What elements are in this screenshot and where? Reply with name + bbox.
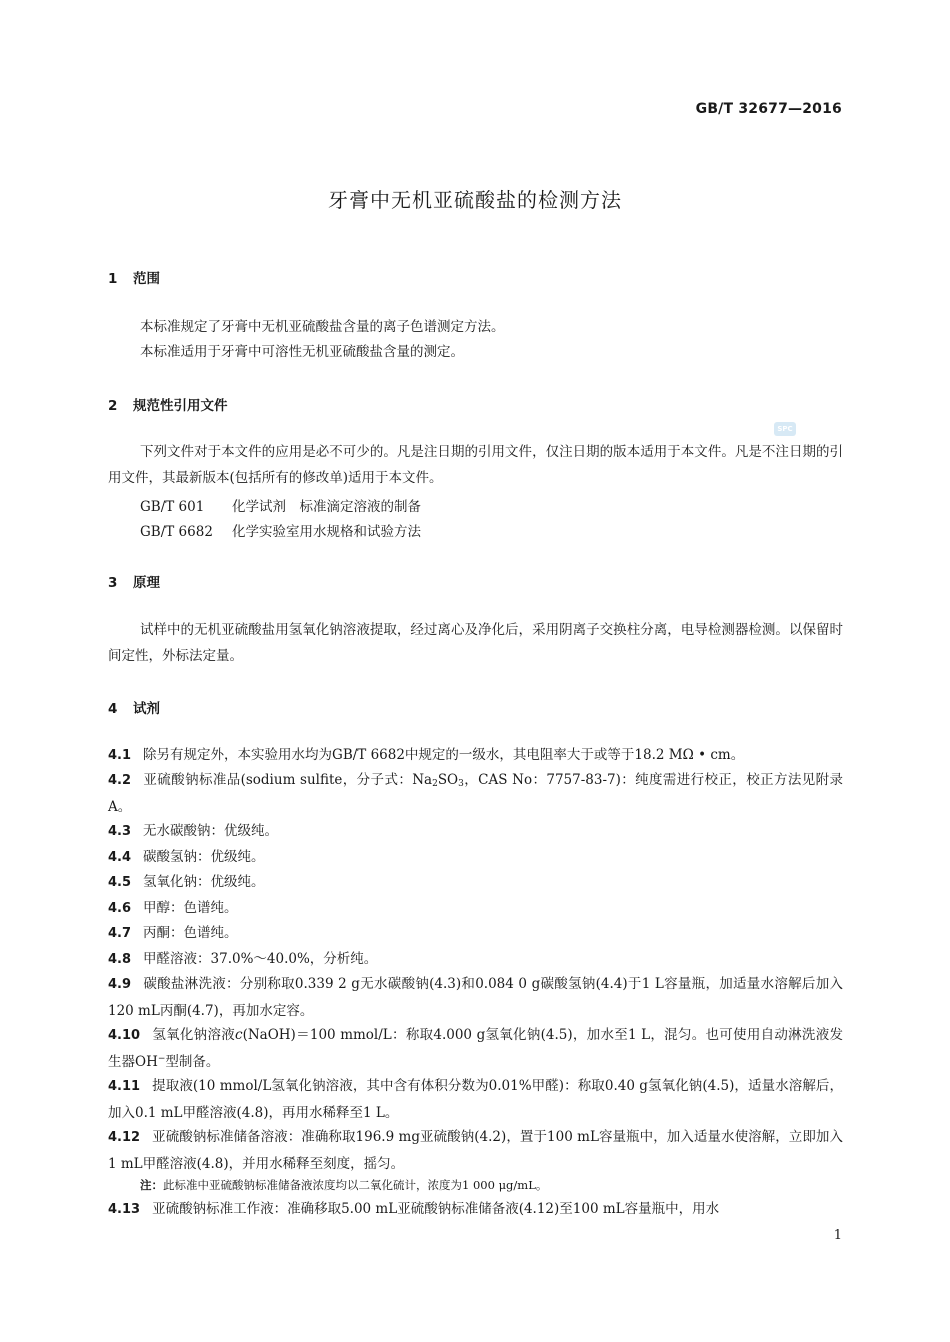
reagent-item	[108, 971, 843, 1024]
scope-paragraph-2: 本标准适用于牙膏中可溶性无机亚硫酸盐含量的测定。	[140, 344, 464, 360]
note-label: 注：	[140, 1178, 163, 1192]
item-text: 氢氧化钠：优级纯。	[143, 874, 265, 890]
principle-paragraph: 试样中的无机亚硫酸盐用氢氧化钠溶液提取，经过离心及净化后，采用阴离子交换柱分离，电导检测器检测。以保留时间定性，外标法定量。	[108, 622, 843, 664]
reagent-item	[108, 1124, 843, 1177]
section-heading-normative	[108, 394, 228, 414]
page-number: 1	[833, 1228, 842, 1243]
item-text: ，CAS No：7757-83-7)：纯度需进行校正，校正方法见附录A。	[108, 772, 843, 815]
item-number: 4.5	[108, 875, 132, 890]
item-number: 4.2	[108, 773, 132, 788]
item-text: 丙酮：色谱纯。	[143, 925, 238, 941]
document-title: 牙膏中无机亚硫酸盐的检测方法	[328, 188, 622, 212]
section-number: 1	[108, 271, 118, 287]
item-text: 氢氧化钠溶液	[152, 1027, 236, 1043]
reagent-item	[108, 1073, 843, 1126]
note-text: 此标准中亚硫酸钠标准储备液浓度均以二氧化硫计，浓度为1 000 μg/mL。	[163, 1178, 548, 1192]
item-text: 提取液(10 mmol/L氢氧化钠溶液，其中含有体积分数为0.01%甲醛)：称取0.40 g氢氧化钠(4.5)，适量水溶解后，加入0.1 mL甲醛溶液(4.8)，再用水稀释至1 L。	[108, 1078, 843, 1121]
item-text: 碳酸盐淋洗液：分别称取0.339 2 g无水碳酸钠(4.3)和0.084 0 g碳酸氢钠(4.4)于1 L容量瓶，加适量水溶解后加入120 mL丙酮(4.7)，再加水定容。	[108, 976, 843, 1019]
item-number: 4.8	[108, 952, 132, 967]
normative-intro: 下列文件对于本文件的应用是必不可少的。凡是注日期的引用文件，仅注日期的版本适用于本文件。凡是不注日期的引用文件，其最新版本(包括所有的修改单)适用于本文件。	[108, 444, 843, 486]
reagent-item	[108, 895, 843, 922]
reference-code: GB/T 601	[140, 499, 205, 515]
section-title: 原理	[133, 575, 160, 591]
section-title: 试剂	[133, 701, 160, 717]
reference-item	[140, 495, 421, 515]
reagent-item	[108, 818, 843, 845]
section-heading-scope	[108, 267, 160, 287]
item-text: 除另有规定外，本实验用水均为GB/T 6682中规定的一级水，其电阻率大于或等于18.2 MΩ • cm。	[143, 747, 745, 763]
item-text: SO	[437, 772, 459, 788]
reference-title: 化学试剂 标准滴定溶液的制备	[232, 499, 421, 515]
item-text: 甲醇：色谱纯。	[143, 900, 238, 916]
item-number: 4.4	[108, 850, 132, 865]
item-number: 4.12	[108, 1130, 141, 1145]
item-text: 型制备。	[165, 1054, 220, 1070]
item-number: 4.10	[108, 1028, 141, 1043]
item-number: 4.1	[108, 748, 132, 763]
subscript: 3	[458, 779, 464, 789]
reference-code: GB/T 6682	[140, 524, 213, 540]
subscript: 2	[432, 779, 438, 789]
reagent-item	[108, 767, 843, 820]
section-number: 4	[108, 701, 118, 717]
concentration-symbol: c	[235, 1027, 243, 1043]
item-text: 亚硫酸钠标准品(sodium sulfite，分子式：Na	[143, 772, 433, 788]
reagent-item	[108, 946, 843, 973]
item-number: 4.11	[108, 1079, 141, 1094]
reference-title: 化学实验室用水规格和试验方法	[232, 524, 421, 540]
reagent-item	[108, 1196, 843, 1223]
item-number: 4.9	[108, 977, 132, 992]
scope-paragraph-1: 本标准规定了牙膏中无机亚硫酸盐含量的离子色谱测定方法。	[140, 319, 505, 335]
section-number: 2	[108, 398, 118, 414]
section-title: 范围	[133, 271, 160, 287]
reagent-item	[108, 742, 843, 769]
section-title: 规范性引用文件	[133, 398, 228, 414]
item-number: 4.6	[108, 901, 132, 916]
item-text: 无水碳酸钠：优级纯。	[143, 823, 279, 839]
reagent-item	[108, 1022, 843, 1075]
item-text: 亚硫酸钠标准储备溶液：准确称取196.9 mg亚硫酸钠(4.2)，置于100 mL容量瓶中，加入适量水使溶解，立即加入1 mL甲醛溶液(4.8)，并用水稀释至刻度，摇匀。	[108, 1129, 843, 1172]
item-number: 4.3	[108, 824, 132, 839]
item-text: 碳酸氢钠：优级纯。	[143, 849, 265, 865]
section-number: 3	[108, 575, 118, 591]
watermark-logo: SPC	[774, 422, 796, 436]
item-text: (NaOH)＝100 mmol/L：称取4.000 g氢氧化钠(4.5)，加水至1 L，混匀。也可使用自动淋洗液发生器OH	[108, 1027, 843, 1070]
superscript: −	[157, 1054, 166, 1064]
item-number: 4.7	[108, 926, 132, 941]
reagent-item	[108, 920, 843, 947]
reagent-item	[108, 869, 843, 896]
item-text: 甲醛溶液：37.0%～40.0%，分析纯。	[143, 951, 378, 967]
note	[140, 1177, 547, 1193]
item-number: 4.13	[108, 1202, 141, 1217]
section-heading-principle	[108, 571, 160, 591]
item-text: 亚硫酸钠标准工作液：准确移取5.00 mL亚硫酸钠标准储备液(4.12)至100 mL容量瓶中，用水	[152, 1201, 720, 1217]
section-heading-reagents	[108, 697, 160, 717]
reagent-item	[108, 844, 843, 871]
reference-item	[140, 520, 421, 540]
standard-number: GB/T 32677—2016	[695, 101, 842, 117]
